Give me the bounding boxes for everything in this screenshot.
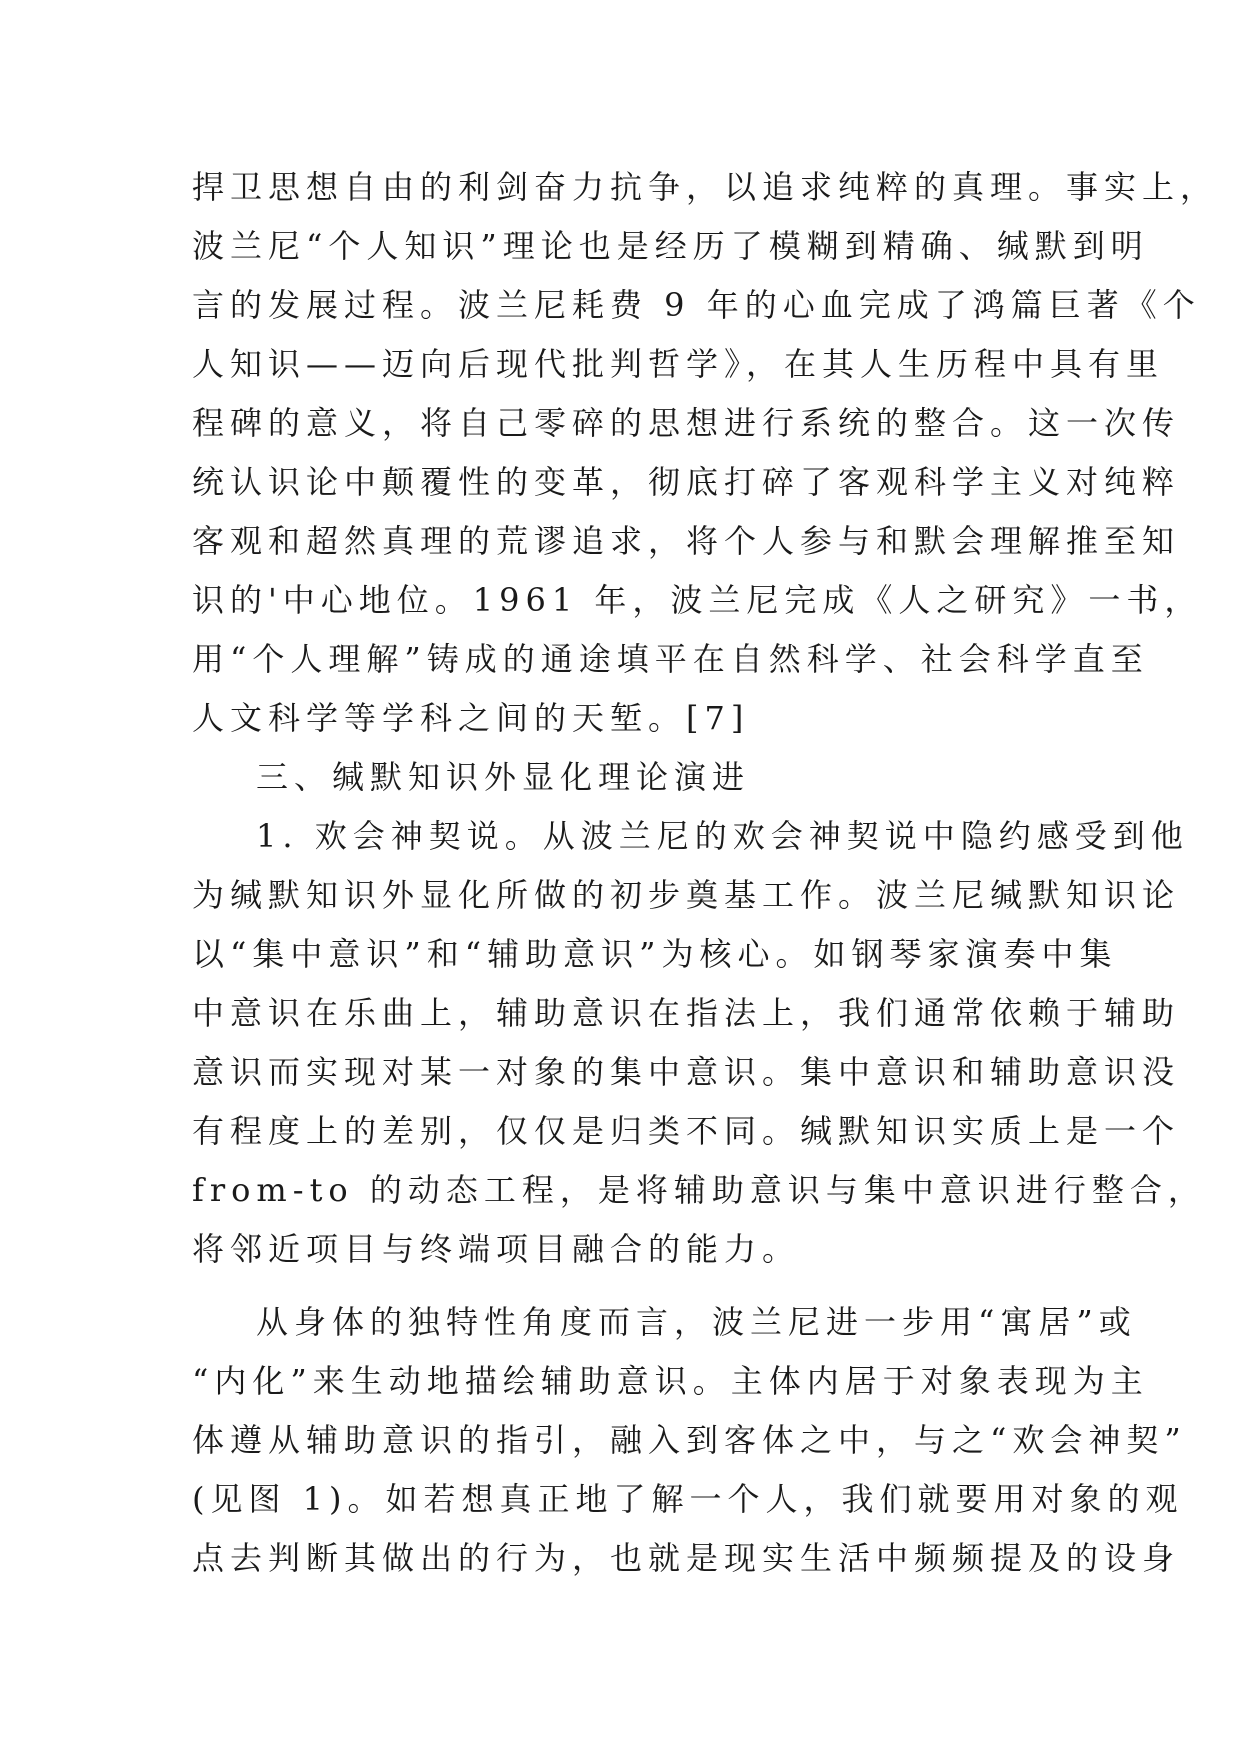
text-line-13: 为缄默知识外显化所做的初步奠基工作。波兰尼缄默知识论: [192, 876, 1181, 914]
text-line-8: 识的'中心地位。1961 年，波兰尼完成《人之研究》一书，: [192, 581, 1203, 619]
text-line-7: 客观和超然真理的荒谬追求，将个人参与和默会理解推至知: [192, 522, 1181, 560]
text-line-2: 波兰尼“个人知识”理论也是经历了模糊到精确、缄默到明: [192, 227, 1149, 265]
text-line-14: 以“集中意识”和“辅助意识”为核心。如钢琴家演奏中集: [192, 935, 1118, 973]
text-line-18: from-to 的动态工程，是将辅助意识与集中意识进行整合，: [192, 1171, 1206, 1209]
text-line-10: 人文科学等学科之间的天堑。[7]: [192, 699, 750, 737]
text-line-3: 言的发展过程。波兰尼耗费 9 年的心血完成了鸿篇巨著《个: [192, 286, 1201, 324]
text-line-15: 中意识在乐曲上，辅助意识在指法上，我们通常依赖于辅助: [192, 994, 1181, 1032]
text-line-9: 用“个人理解”铸成的通途填平在自然科学、社会科学直至: [192, 640, 1149, 678]
text-line-21: “内化”来生动地描绘辅助意识。主体内居于对象表现为主: [192, 1362, 1149, 1400]
text-line-16: 意识而实现对某一对象的集中意识。集中意识和辅助意识没: [192, 1053, 1181, 1091]
text-line-17: 有程度上的差别，仅仅是归类不同。缄默知识实质上是一个: [192, 1112, 1181, 1150]
text-line-12: 1. 欢会神契说。从波兰尼的欢会神契说中隐约感受到他: [256, 817, 1189, 855]
text-line-24: 点去判断其做出的行为，也就是现实生活中频频提及的设身: [192, 1539, 1181, 1577]
text-line-22: 体遵从辅助意识的指引，融入到客体之中，与之“欢会神契”: [192, 1421, 1187, 1459]
text-line-20: 从身体的独特性角度而言，波兰尼进一步用“寓居”或: [256, 1303, 1137, 1341]
section-heading: 三、缄默知识外显化理论演进: [256, 758, 751, 796]
text-line-19: 将邻近项目与终端项目融合的能力。: [192, 1230, 801, 1268]
text-line-1: 捍卫思想自由的利剑奋力抗争，以追求纯粹的真理。事实上，: [192, 168, 1219, 206]
text-line-23: (见图 1)。如若想真正地了解一个人，我们就要用对象的观: [192, 1480, 1184, 1518]
text-line-6: 统认识论中颠覆性的变革，彻底打碎了客观科学主义对纯粹: [192, 463, 1181, 501]
text-line-5: 程碑的意义，将自己零碎的思想进行系统的整合。这一次传: [192, 404, 1181, 442]
body-text: [192, 158, 1219, 1588]
text-line-4: 人知识——迈向后现代批判哲学》，在其人生历程中具有里: [192, 345, 1165, 383]
